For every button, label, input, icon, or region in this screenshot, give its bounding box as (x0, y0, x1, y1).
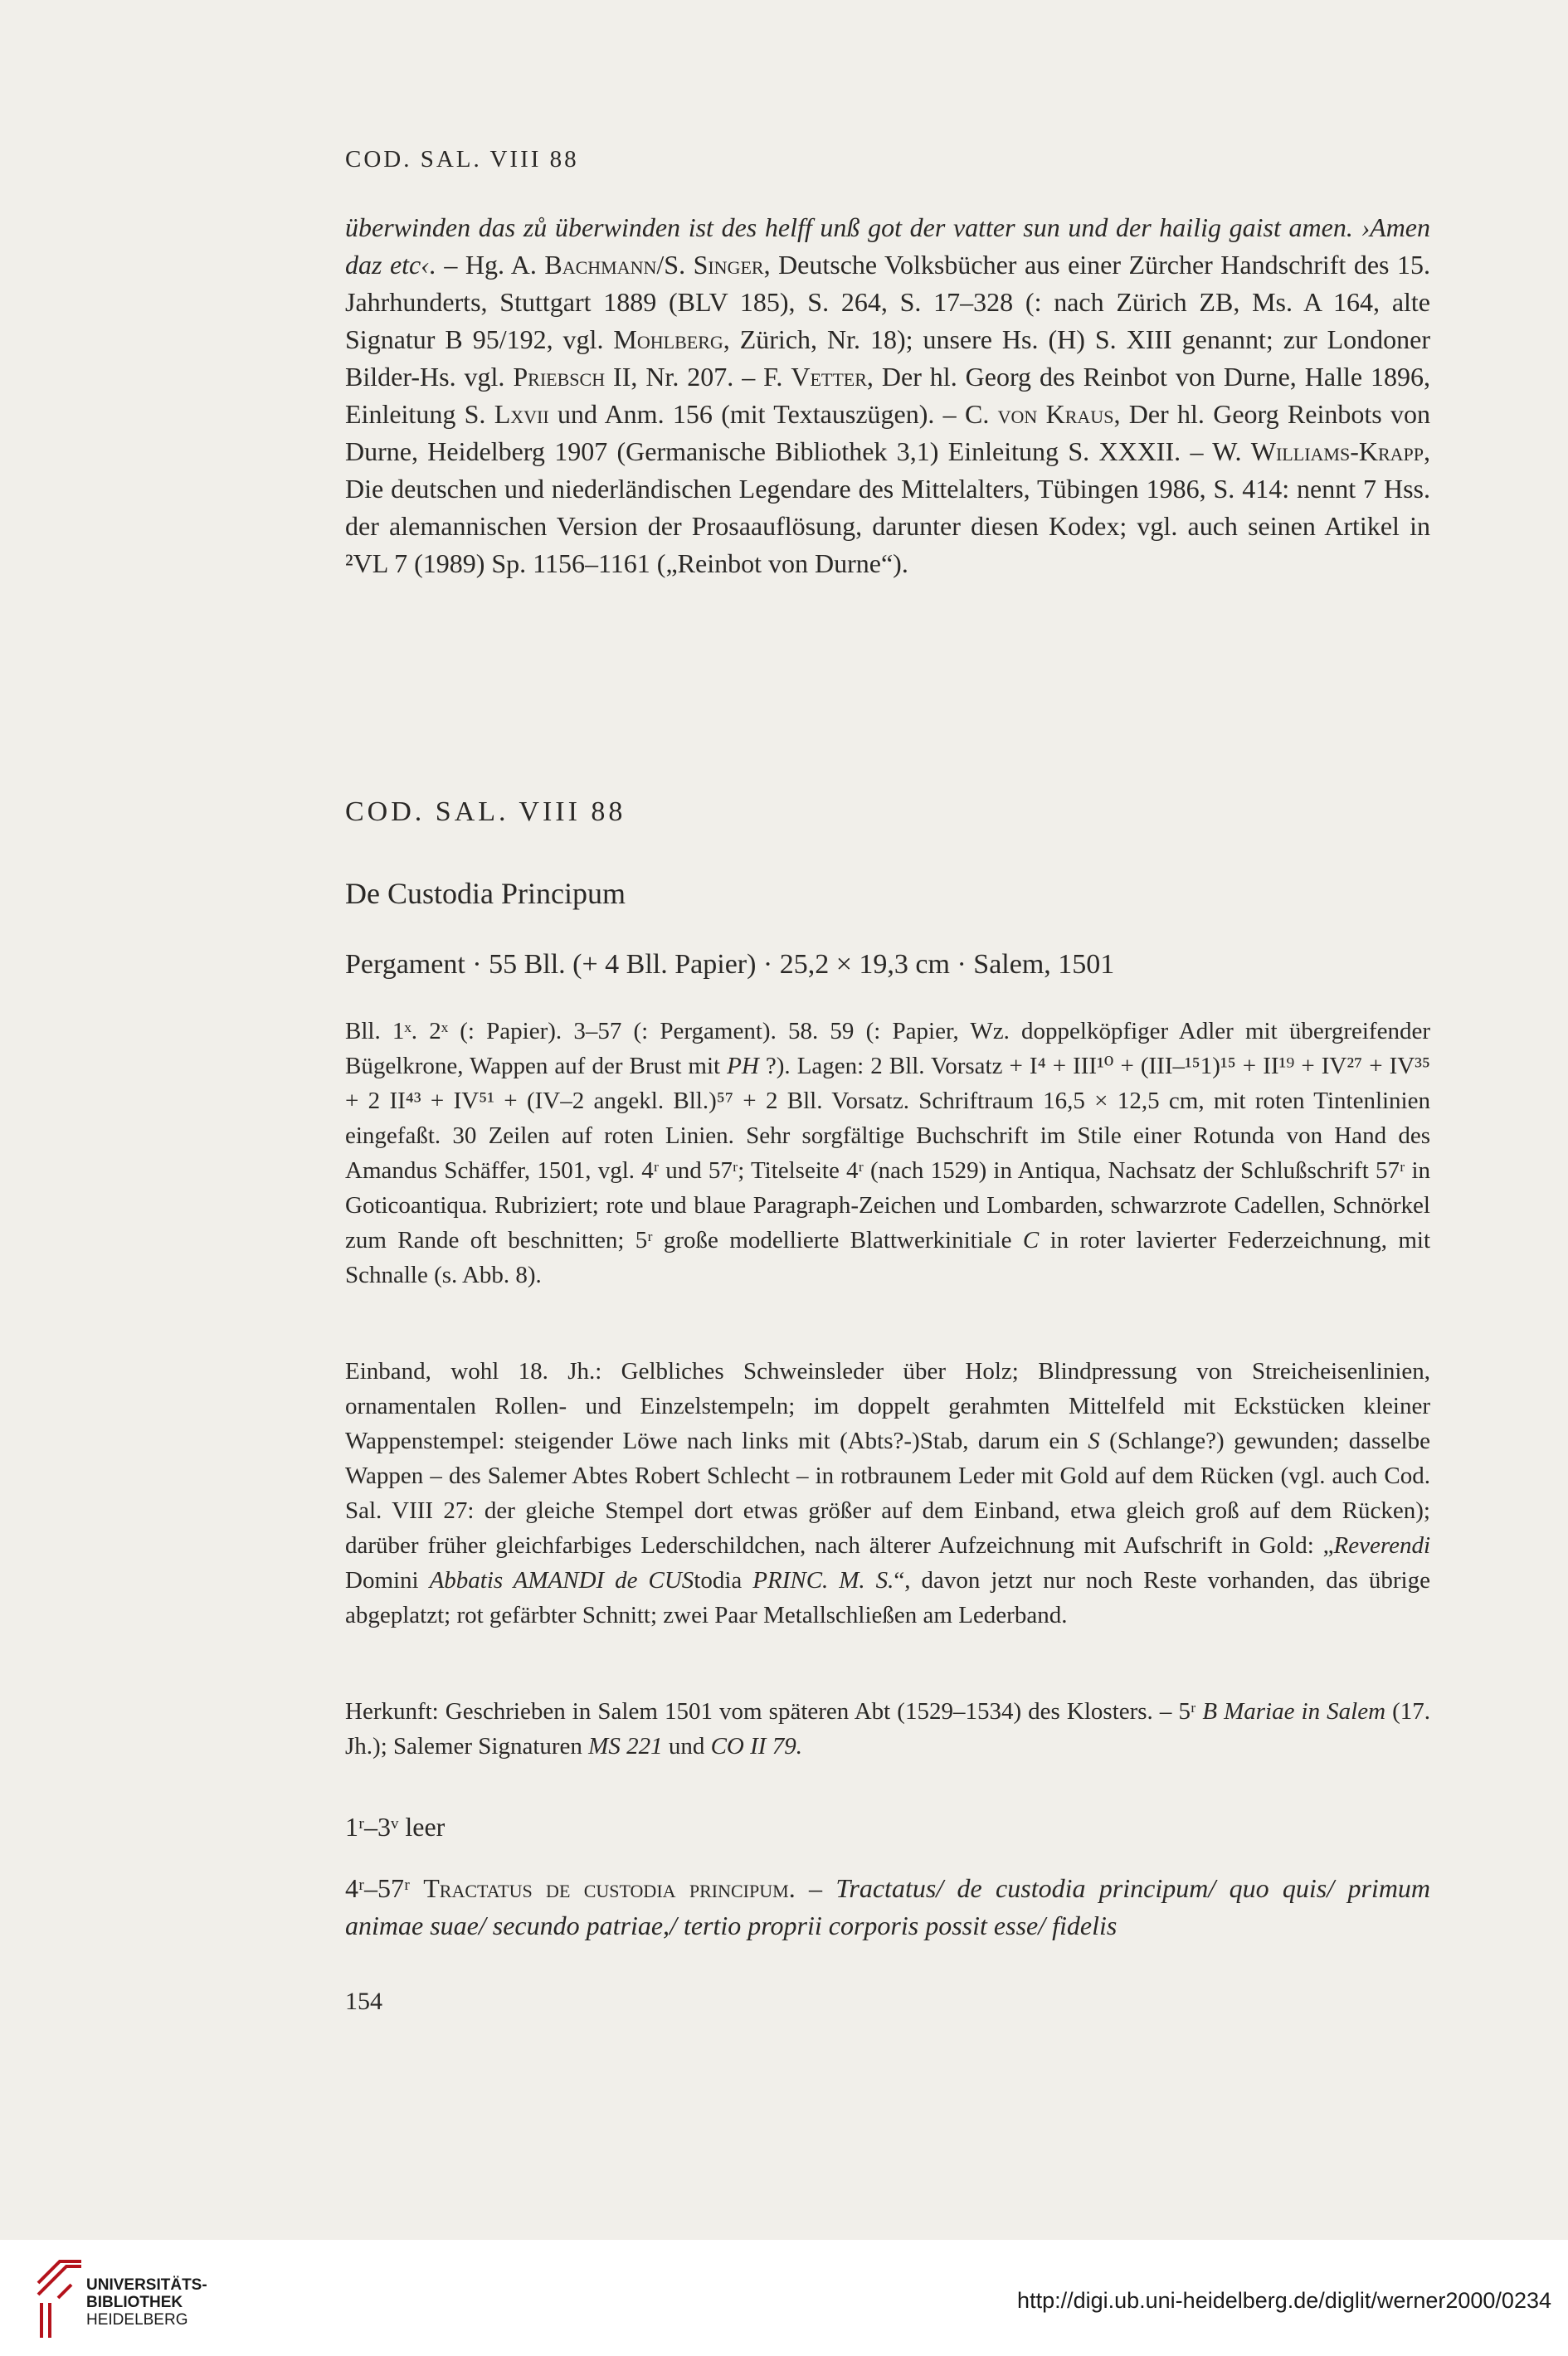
text-run: PRINC. M. S. (752, 1567, 894, 1594)
text-run: Mohlberg (613, 324, 723, 354)
text-run: ?). Lagen: 2 Bll. Vorsatz + I⁴ + III¹⁰ + (III–¹⁵1)¹⁵ + II¹⁹ + IV²⁷ + IV³⁵ + 2 II⁴³ + IV⁵¹ + (IV–2 angekl. Bll.)⁵⁷ + 2 Bll. Vorsatz. Schriftraum 16,5 × 12,5 cm, mit roten Tintenlinien eingefaßt. 30 Zeilen auf roten Linien. Sehr sorgfältige Buchschrift im Stile einer Rotunda von Hand des Amandus Schäffer, 1501, vgl. 4ʳ und 57ʳ; Titelseite 4ʳ (nach 1529) in Antiqua, Nachsatz der Schlußschrift 57ʳ in Goticoantiqua. Rubriziert; rote und blaue Paragraph-Zeichen und Lombarden, schwarzrote Cadellen, Schnörkel zum Rande oft beschnitten; 5ʳ große modellierte Blattwerkinitiale (345, 1053, 1431, 1253)
text-run: /S. (656, 250, 694, 280)
text-run: Domini (345, 1567, 430, 1594)
text-run: und (662, 1733, 711, 1760)
text-run: , Zürich, Nr. 18); unsere Hs. (H) S. XIII genannt; zur Londoner Bilder-Hs. vgl. (345, 324, 1431, 392)
library-name-line3: HEIDELBERG (86, 2311, 188, 2329)
library-name-line1: UNIVERSITÄTS- (86, 2276, 207, 2294)
text-run: . – (788, 1873, 836, 1903)
text-run: CO II 79. (710, 1733, 802, 1760)
entry-title: De Custodia Principum (345, 877, 626, 910)
contents-paragraph (345, 1870, 1430, 1945)
text-run: Williams-Krapp (1250, 436, 1424, 466)
page-number: 154 (345, 1988, 382, 2015)
text-run: überwinden das zů überwinden ist des helff unß got der vatter sun und der hailig gaist amen. ›Amen daz etc‹. (345, 212, 1430, 280)
text-run: Herkunft: Geschrieben in Salem 1501 vom späteren Abt (1529–1534) des Klosters. – 5ʳ (345, 1698, 1203, 1725)
contents-section (345, 1870, 1430, 1945)
provenance-paragraph (345, 1694, 1430, 1764)
text-run: “, davon jetzt nur noch Reste vorhanden, das übrige abgeplatzt; rot gefärbter Schnitt; zwei Paar Metallschließen am Lederband. (345, 1567, 1430, 1628)
text-run: Bll. 1ˣ. 2ˣ (: Papier). 3–57 (: Pergament). 58. 59 (: Papier, Wz. doppelköpfiger Adler mit übergreifender Bügelkrone, Wappen auf der Brust mit (345, 1018, 1430, 1079)
text-run: PH (727, 1053, 759, 1079)
text-run: , Der hl. Georg Reinbots von Durne, Heidelberg 1907 (Germanische Bibliothek 3,1) Einleitung S. XXXII. – W. (345, 399, 1431, 466)
text-run: MS 221 (588, 1733, 663, 1760)
text-run: 4ʳ–57ʳ (345, 1873, 424, 1903)
text-run: , Die deutschen und niederländischen Legendare des Mittelalters, Tübingen 1986, S. 414: nennt 7 Hss. der alemannischen Version der Prosaauflösung, darunter diesen Kodex; vgl. auch seinen Artikel in ²VL 7 (1989) Sp. 1156–1161 („Reinbot von Durne“). (345, 436, 1430, 578)
previous-entry-paragraph (345, 209, 1430, 582)
text-run: in roter lavierter Federzeichnung, mit Schnalle (s. Abb. 8). (345, 1227, 1430, 1288)
text-run: Singer (693, 250, 764, 280)
binding-paragraph (345, 1354, 1430, 1633)
text-run: C (1022, 1227, 1040, 1253)
physical-description: Pergament · 55 Bll. (+ 4 Bll. Papier) · 25,2 × 19,3 cm · Salem, 1501 (345, 949, 1115, 980)
text-run: , Der hl. Georg des Reinbot von Durne, Halle 1896, Einleitung S. (345, 362, 1431, 429)
library-name (86, 2276, 207, 2329)
text-run: (Schlange?) gewunden; dasselbe Wappen – des Salemer Abtes Robert Schlecht – in rotbraunem Leder mit Gold auf dem Rücken (vgl. auch Cod. Sal. VIII 27: der gleiche Stempel dort etwas größer auf dem Einband, etwa gleich groß auf dem Rücken); darüber früher gleichfarbiges Lederschildchen, nach älterer Aufzeichnung mit Aufschrift in Gold: „ (345, 1428, 1430, 1559)
text-run: , Deutsche Volksbücher aus einer Zürcher Handschrift des 15. Jahrhunderts, Stuttgart 1889 (BLV 185), S. 264, S. 17–328 (: nach Zürich ZB, Ms. A 164, alte Signatur B 95/192, vgl. (345, 250, 1431, 354)
text-run: B Mariae in Salem (1202, 1698, 1386, 1725)
previous-entry-bibliography (345, 209, 1430, 582)
leer-line: 1ʳ–3ᵛ leer (345, 1812, 446, 1842)
description-paragraph (345, 1014, 1430, 1292)
text-run: Einband, wohl 18. Jh.: Gelbliches Schweinsleder über Holz; Blindpressung von Streicheisenlinien, ornamentalen Rollen- und Einzelstempeln; im doppelt gerahmten Mittelfeld mit Eckstücken kleiner Wappenstempel: steigender Löwe nach links mit (Abts?-)Stab, darum ein (345, 1358, 1430, 1454)
running-head: COD. SAL. VIII 88 (345, 146, 579, 173)
text-run: und Anm. 156 (mit Textauszügen). – C. (548, 399, 998, 429)
library-name-line2: BIBLIOTHEK (86, 2294, 183, 2311)
text-run: Vetter (791, 362, 867, 392)
text-run: Lxvii (494, 399, 549, 429)
binding-section (345, 1354, 1430, 1633)
provenance-section (345, 1694, 1430, 1764)
leaves-empty-note (345, 1808, 1430, 1846)
text-run: (17. Jh.); Salemer Signaturen (345, 1698, 1431, 1760)
text-run: todia (694, 1567, 753, 1594)
text-run: Tractatus/ de custodia principum/ quo quis/ primum animae suae/ secundo patriae,/ tertio proprii corporis possit esse/ fidelis (345, 1873, 1431, 1940)
entry-heading: COD. SAL. VIII 88 (345, 796, 626, 827)
text-run: II, Nr. 207. – F. (605, 362, 791, 392)
text-run: – Hg. A. (436, 250, 545, 280)
text-run: Abbatis AMANDI de CUS (429, 1567, 694, 1594)
text-run: S (1088, 1428, 1100, 1454)
text-run: Tractatus de custodia principum (423, 1873, 789, 1903)
text-run: Reverendi (1333, 1532, 1430, 1559)
source-url-link[interactable]: http://digi.ub.uni-heidelberg.de/diglit/werner2000/0234 (1017, 2288, 1551, 2313)
codicology-section (345, 1014, 1430, 1292)
library-footer (0, 2240, 1568, 2356)
text-run: Bachmann (544, 250, 657, 280)
text-run: Priebsch (513, 362, 606, 392)
text-run: von Kraus (997, 399, 1114, 429)
